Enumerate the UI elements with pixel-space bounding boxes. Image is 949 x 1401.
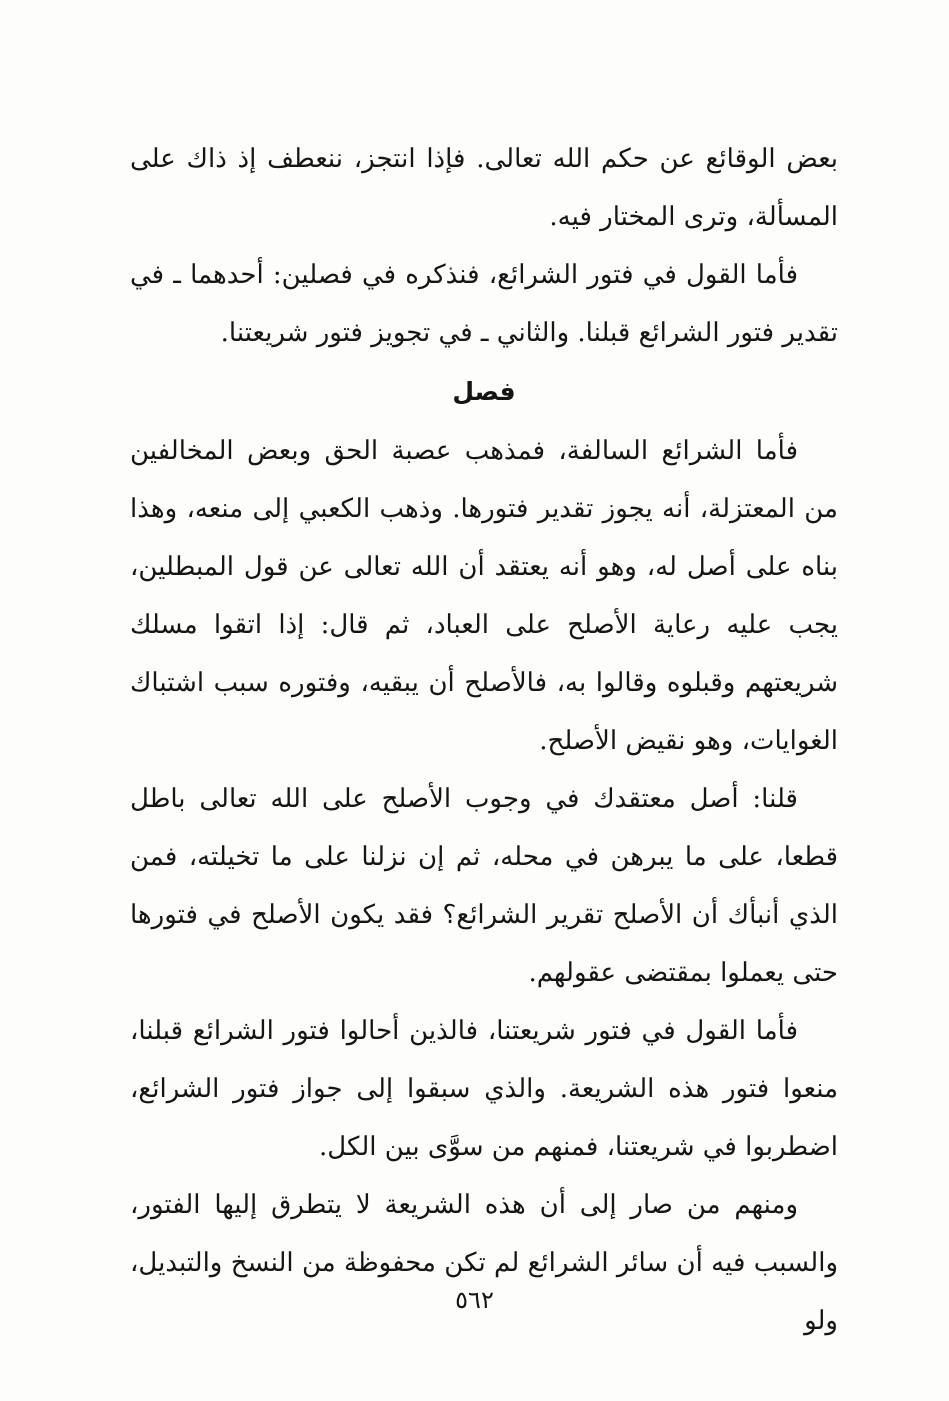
paragraph-our-law: فأما القول في فتور شريعتنا، فالذين أحالوا فتور الشرائع قبلنا، منعوا فتور هذه الشريعة. والذي سبقوا إلى جواز فتور الشرائع، اضطربوا في شريعتنا، فمنهم من سوَّى بين الكل.	[130, 1016, 838, 1162]
page-number: ٥٦٢	[455, 1286, 494, 1314]
paragraph-continuation: بعض الوقائع عن حكم الله تعالى. فإذا انتجز، ننعطف إذ ذاك على المسألة، وترى المختار فيه.	[130, 144, 838, 232]
paragraph-rebuttal: قلنا: أصل معتقدك في وجوب الأصلح على الله تعالى باطل قطعا، على ما يبرهن في محله، ثم إن نزلنا على ما تخيلته، فمن الذي أنبأك أن الأصلح تقرير الشرائع؟ فقد يكون الأصلح في فتورها حتى يعملوا بمقتضى عقولهم.	[130, 784, 838, 988]
section-heading: فصل	[452, 377, 516, 406]
page-body	[130, 130, 838, 1350]
paragraph-past-laws: فأما الشرائع السالفة، فمذهب عصبة الحق وبعض المخالفين من المعتزلة، أنه يجوز تقدير فتورها. وذهب الكعبي إلى منعه، وهذا بناه على أصل له، وهو أنه يعتقد أن الله تعالى عن قول المبطلين، يجب عليه رعاية الأصلح على العباد، ثم قال: إذا اتقوا مسلك شريعتهم وقبلوه وقالوا به، فالأصلح أن يبقيه، وفتوره سبب اشتباك الغوايات، وهو نقيض الأصلح.	[130, 436, 838, 756]
paragraph-intro: فأما القول في فتور الشرائع، فنذكره في فصلين: أحدهما ـ في تقدير فتور الشرائع قبلنا. والثاني ـ في تجويز فتور شريعتنا.	[130, 260, 838, 348]
paragraph-last: ومنهم من صار إلى أن هذه الشريعة لا يتطرق إليها الفتور، والسبب فيه أن سائر الشرائع لم تكن محفوظة من النسخ والتبديل، ولو	[130, 1190, 838, 1336]
